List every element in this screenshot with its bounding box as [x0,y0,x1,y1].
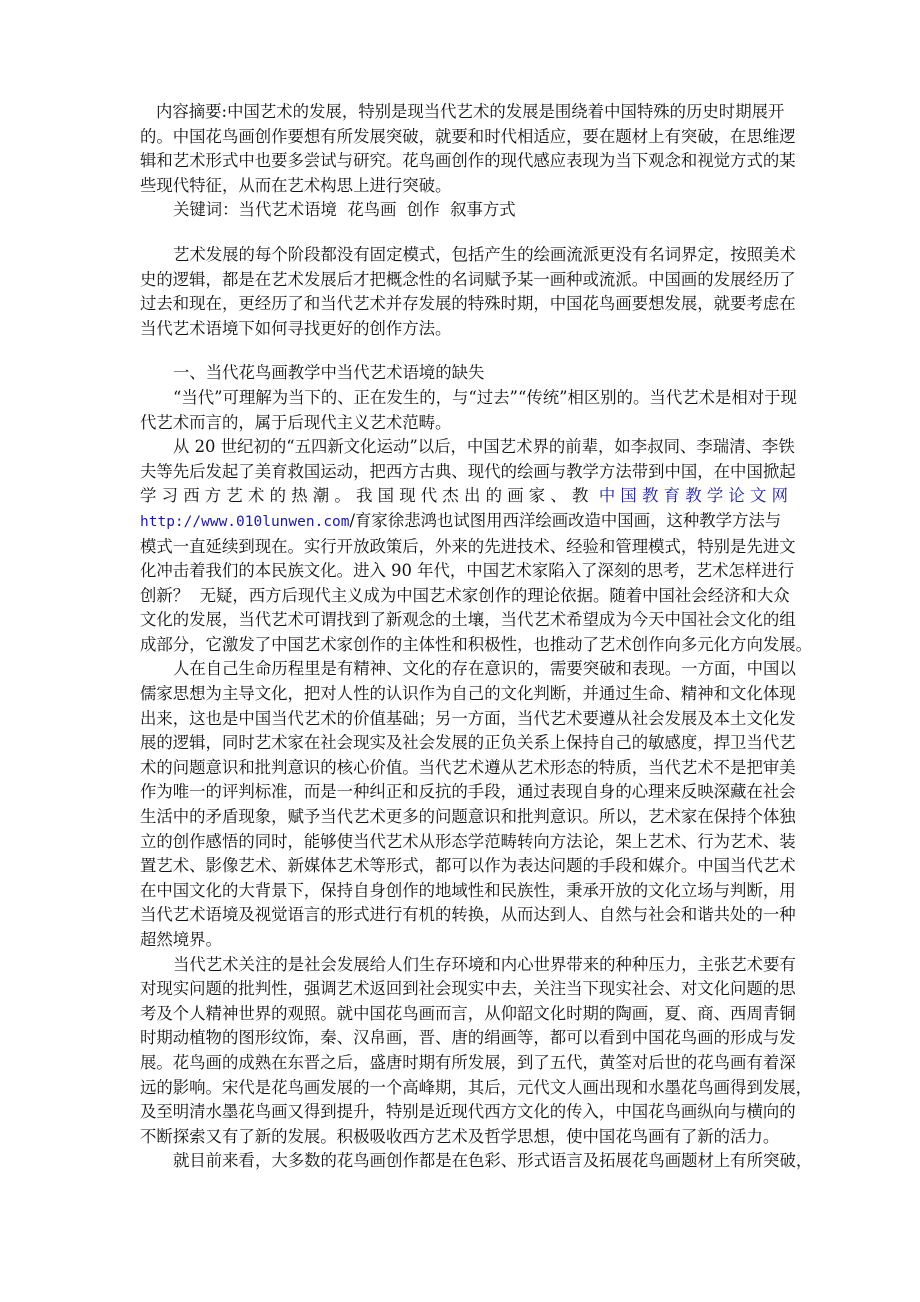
abstract-line: 辑和艺术形式中也要多尝试与研究。花鸟画创作的现代感应表现为当下观念和视觉方式的某 [140,151,796,171]
paragraph-line: 生活中的矛盾现象，赋予当代艺术更多的问题意识和批判意识。所以，艺术家在保持个体独 [140,807,796,827]
paragraph-line: 展的逻辑，同时艺术家在社会现实及社会发展的正负关系上保持自己的敏感度，捍卫当代艺 [140,733,796,753]
paragraph-line: 过去和现在，更经历了和当代艺术并存发展的特殊时期，中国花鸟画要想发展，就要考虑在 [140,294,796,314]
paragraph-line: 超然境界。 [140,930,222,949]
paragraph-line: 成部分，它激发了中国艺术家创作的主体性和积极性，也推动了艺术创作向多元化方向发展。 [140,634,813,654]
paragraph-line: 就目前来看，大多数的花鸟画创作都是在色彩、形式语言及拓展花鸟画题材上有所突破， [173,1151,813,1171]
paragraph-line: 考及个人精神世界的观照。就中国花鸟画而言，从仰韶文化时期的陶画，夏、商、西周青铜 [140,1003,796,1023]
paragraph-line: 时期动植物的图形纹饰，秦、汉帛画，晋、唐的绢画等，都可以看到中国花鸟画的形成与发 [140,1028,796,1048]
paragraph-line: 对现实问题的批判性，强调艺术返回到社会现实中去，关注当下现实社会、对文化问题的思 [140,979,796,999]
section-title: 一、当代花鸟画教学中当代艺术语境的缺失 [173,363,485,383]
paragraph-line: 化冲击着我们的本民族文化。进入 90 年代，中国艺术家陷入了深刻的思考，艺术怎样进行 [140,561,795,581]
paragraph-line [140,509,782,535]
paragraph-line: 置艺术、影像艺术、新媒体艺术等形式，都可以作为表达问题的手段和媒介。中国当代艺术 [140,856,796,876]
spacer [140,223,782,243]
paragraph-line [140,484,789,509]
paragraph-line: 不断探索又有了新的发展。积极吸收西方艺术及哲学思想，使中国花鸟画有了新的活力。 [140,1126,780,1146]
paragraph-line: 史的逻辑，都是在艺术发展后才把概念性的名词赋予某一画种或流派。中国画的发展经历了 [140,269,796,289]
paragraph-line: 文化的发展，当代艺术可谓找到了新观念的土壤，当代艺术希望成为今天中国社会文化的组 [140,610,796,630]
paragraph-line: 立的创作感悟的同时，能够使当代艺术从形态学范畴转向方法论，架上艺术、行为艺术、装 [140,831,796,851]
paragraph [140,1149,813,1174]
document-page [140,100,813,1174]
paragraph-line: 当代艺术语境及视觉语言的形式进行有机的转换，从而达到人、自然与社会和谐共处的一种 [140,905,796,925]
abstract-label: 内容摘要: [156,102,228,121]
paragraph-line: 展。花鸟画的成熟在东晋之后，盛唐时期有所发展，到了五代，黄筌对后世的花鸟画有着深 [140,1052,796,1072]
site-link-title[interactable]: 中 国 教 育 教 学 论 文 网 [598,486,789,506]
paragraph-line: 及至明清水墨花鸟画又得到提升，特别是近现代西方文化的传入，中国花鸟画纵向与横向的 [140,1102,796,1122]
abstract-line [140,100,785,125]
paragraph-line: 术的问题意识和批判意识的核心价值。当代艺术遵从艺术形态的特质，当代艺术不是把审美 [140,757,796,777]
paragraph-text: /育家徐悲鸿也试图用西洋绘画改造中国画，这种教学方法与 [349,510,782,530]
paragraph-line: “当代”可理解为当下的、正在发生的，与“过去”“传统”相区别的。当代艺术是相对于现 [173,387,797,407]
keywords: 关键词：当代艺术语境 花鸟画 创作 叙事方式 [173,200,516,220]
paragraph [140,386,797,435]
paragraph-line: 创新？ 无疑，西方后现代主义成为中国艺术家创作的理论依据。随着中国社会经济和大众 [140,585,790,605]
paragraph-line: 艺术发展的每个阶段都没有固定模式，包括产生的绘画流派更没有名词界定，按照美术 [173,244,796,264]
abstract-line: 些现代特征，从而在艺术构思上进行突破。 [140,175,452,195]
paragraph [140,953,813,1150]
site-url-link[interactable]: http://www.010lunwen.com [140,513,350,530]
paragraph-line: 代艺术而言的，属于后现代主义艺术范畴。 [140,412,452,432]
paragraph [140,435,813,657]
paragraph-line: 从 20 世纪初的“五四新文化运动”以后，中国艺术界的前辈，如李叔同、李瑞清、李铁 [173,437,795,457]
abstract-line: 的。中国花鸟画创作要想有所发展突破，就要和时代相适应，要在题材上有突破，在思维逻 [140,126,796,146]
paragraph-text: 学 习 西 方 艺 术 的 热 潮 。 我 国 现 代 杰 出 的 画 家 、 教 [140,486,589,506]
paragraph-line: 当代艺术关注的是社会发展给人们生存环境和内心世界带来的种种压力，主张艺术要有 [173,954,796,974]
paragraph-line: 夫等先后发起了美育救国运动，把西方古典、现代的绘画与教学方法带到中国，在中国掀起 [140,461,796,481]
paragraph-line: 远的影响。宋代是花鸟画发展的一个高峰期，其后，元代文人画出现和水墨花鸟画得到发展， [140,1077,813,1097]
paragraph [140,657,796,952]
paragraph-line: 儒家思想为主导文化，把对人性的认识作为自己的文化判断，并通过生命、精神和文化体现 [140,684,796,704]
paragraph-line: 作为唯一的评判标准，而是一种纠正和反抗的手段，通过表现自身的心理来反映深藏在社会 [140,782,796,802]
paragraph-line: 当代艺术语境下如何寻找更好的创作方法。 [140,318,452,338]
paragraph-line: 人在自己生命历程里是有精神、文化的存在意识的，需要突破和表现。一方面，中国以 [173,659,796,679]
spacer [140,341,782,361]
intro-paragraph [140,243,796,341]
abstract-text: 中国艺术的发展，特别是现当代艺术的发展是围绕着中国特殊的历史时期展开 [227,102,785,121]
paragraph-line: 在中国文化的大背景下，保持自身创作的地域性和民族性，秉承开放的文化立场与判断，用 [140,880,796,900]
paragraph-line: 出来，这也是中国当代艺术的价值基础；另一方面，当代艺术要遵从社会发展及本土文化发 [140,708,796,728]
paragraph-line: 模式一直延续到现在。实行开放政策后，外来的先进技术、经验和管理模式，特别是先进文 [140,536,796,556]
